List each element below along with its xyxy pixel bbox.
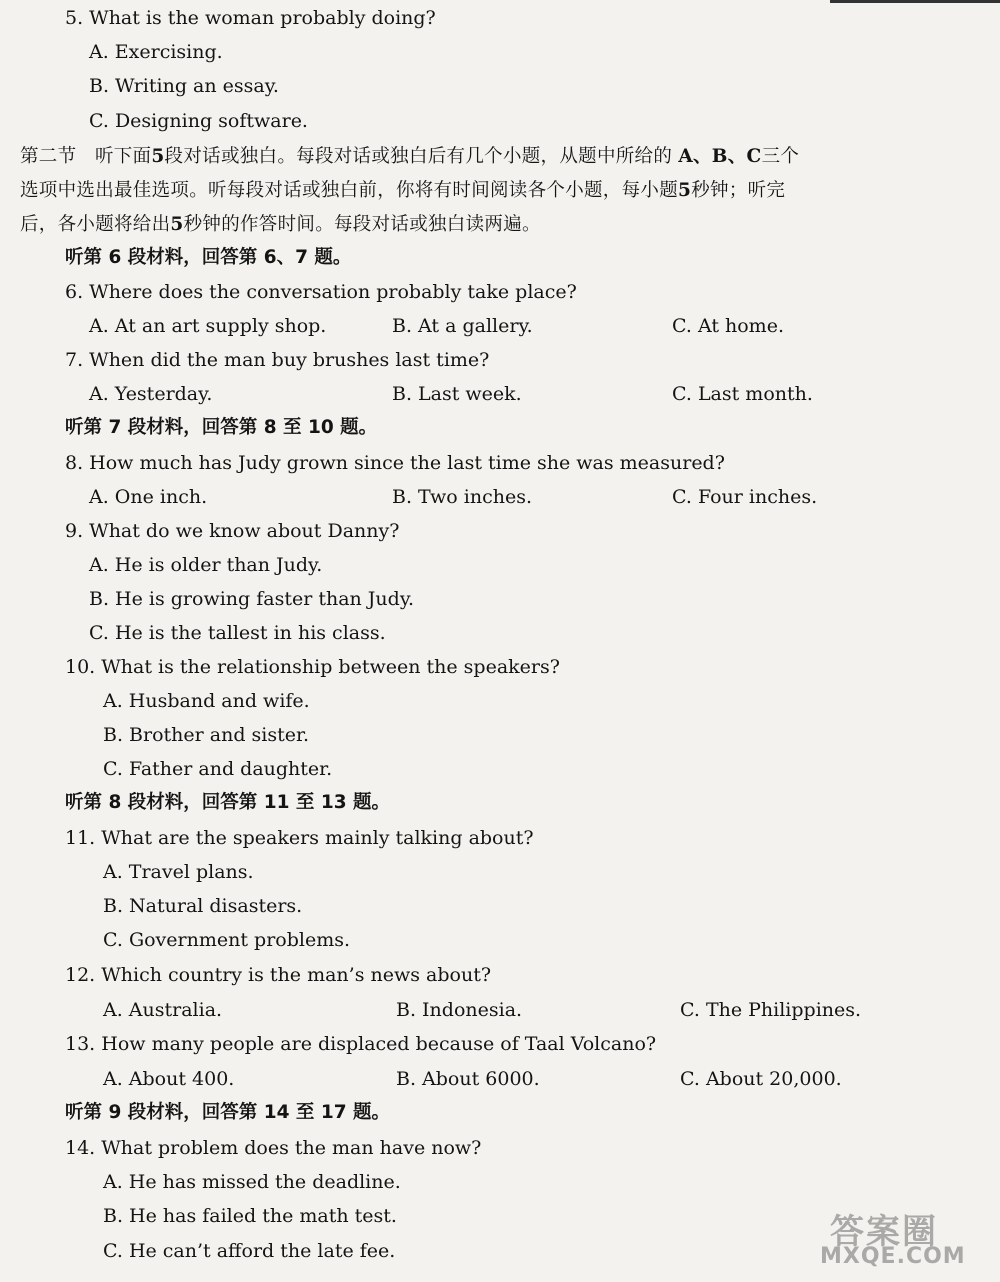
q9-option-b: B. He is growing faster than Judy. (89, 588, 415, 610)
section2-line1: 第二节 听下面5段对话或独白。每段对话或独白后有几个小题，从题中所给的 A、B、C三个 (20, 146, 800, 167)
section2-heading: 第二节 (20, 146, 77, 167)
q8-option-c: C. Four inches. (672, 486, 818, 508)
material9-instruction: 听第 9 段材料，回答第 14 至 17 题。 (65, 1102, 391, 1123)
q13-option-b: B. About 6000. (396, 1068, 540, 1090)
q5-option-a: A. Exercising. (89, 41, 223, 63)
section2-line3: 后，各小题将给出5秒钟的作答时间。每段对话或独白读两遍。 (20, 214, 541, 235)
watermark-url: MXQE.COM (820, 1244, 966, 1269)
q10-option-b: B. Brother and sister. (103, 724, 310, 746)
q10-option-a: A. Husband and wife. (103, 690, 310, 712)
q8-option-a: A. One inch. (89, 486, 208, 508)
material7-instruction: 听第 7 段材料，回答第 8 至 10 题。 (65, 417, 378, 438)
material8-instruction: 听第 8 段材料，回答第 11 至 13 题。 (65, 792, 391, 813)
q6-option-c: C. At home. (672, 315, 784, 337)
q9-stem: 9. What do we know about Danny? (65, 520, 400, 542)
q14-option-c: C. He can’t afford the late fee. (103, 1240, 396, 1262)
q13-options (0, 1066, 1000, 1092)
q7-option-a: A. Yesterday. (89, 383, 213, 405)
q6-option-b: B. At a gallery. (392, 315, 533, 337)
q12-option-c: C. The Philippines. (680, 999, 862, 1021)
q5-stem: 5. What is the woman probably doing? (65, 7, 436, 29)
q10-stem: 10. What is the relationship between the speakers? (65, 656, 560, 678)
q12-stem: 12. Which country is the man’s news about? (65, 964, 492, 986)
q8-option-b: B. Two inches. (392, 486, 533, 508)
watermark-logo: 答案圈 (830, 1212, 938, 1252)
q11-stem: 11. What are the speakers mainly talking about? (65, 827, 534, 849)
q6-options (0, 313, 1000, 339)
q6-stem: 6. Where does the conversation probably take place? (65, 281, 577, 303)
q7-option-c: C. Last month. (672, 383, 813, 405)
q8-stem: 8. How much has Judy grown since the last time she was measured? (65, 452, 725, 474)
q13-stem: 13. How many people are displaced because of Taal Volcano? (65, 1033, 657, 1055)
section2-instructions (20, 140, 990, 242)
q11-option-a: A. Travel plans. (103, 861, 254, 883)
site-watermark (820, 1204, 970, 1269)
q12-option-b: B. Indonesia. (396, 999, 523, 1021)
q7-options (0, 381, 1000, 407)
q14-option-b: B. He has failed the math test. (103, 1205, 397, 1227)
q9-option-a: A. He is older than Judy. (89, 554, 323, 576)
q14-option-a: A. He has missed the deadline. (103, 1171, 401, 1193)
q10-option-c: C. Father and daughter. (103, 758, 333, 780)
q5-option-b: B. Writing an essay. (89, 75, 279, 97)
q9-option-c: C. He is the tallest in his class. (89, 622, 386, 644)
q12-options (0, 997, 1000, 1023)
q7-option-b: B. Last week. (392, 383, 522, 405)
q11-option-c: C. Government problems. (103, 929, 350, 951)
q11-option-b: B. Natural disasters. (103, 895, 303, 917)
q14-stem: 14. What problem does the man have now? (65, 1137, 482, 1159)
section2-line2: 选项中选出最佳选项。听每段对话或独白前，你将有时间阅读各个小题，每小题5秒钟；听完 (20, 180, 786, 201)
q6-option-a: A. At an art supply shop. (89, 315, 327, 337)
q7-stem: 7. When did the man buy brushes last time? (65, 349, 490, 371)
q8-options (0, 484, 1000, 510)
q12-option-a: A. Australia. (103, 999, 223, 1021)
material6-instruction: 听第 6 段材料，回答第 6、7 题。 (65, 247, 352, 268)
top-rule (830, 0, 1000, 3)
q13-option-a: A. About 400. (103, 1068, 235, 1090)
q5-option-c: C. Designing software. (89, 110, 308, 132)
q13-option-c: C. About 20,000. (680, 1068, 842, 1090)
